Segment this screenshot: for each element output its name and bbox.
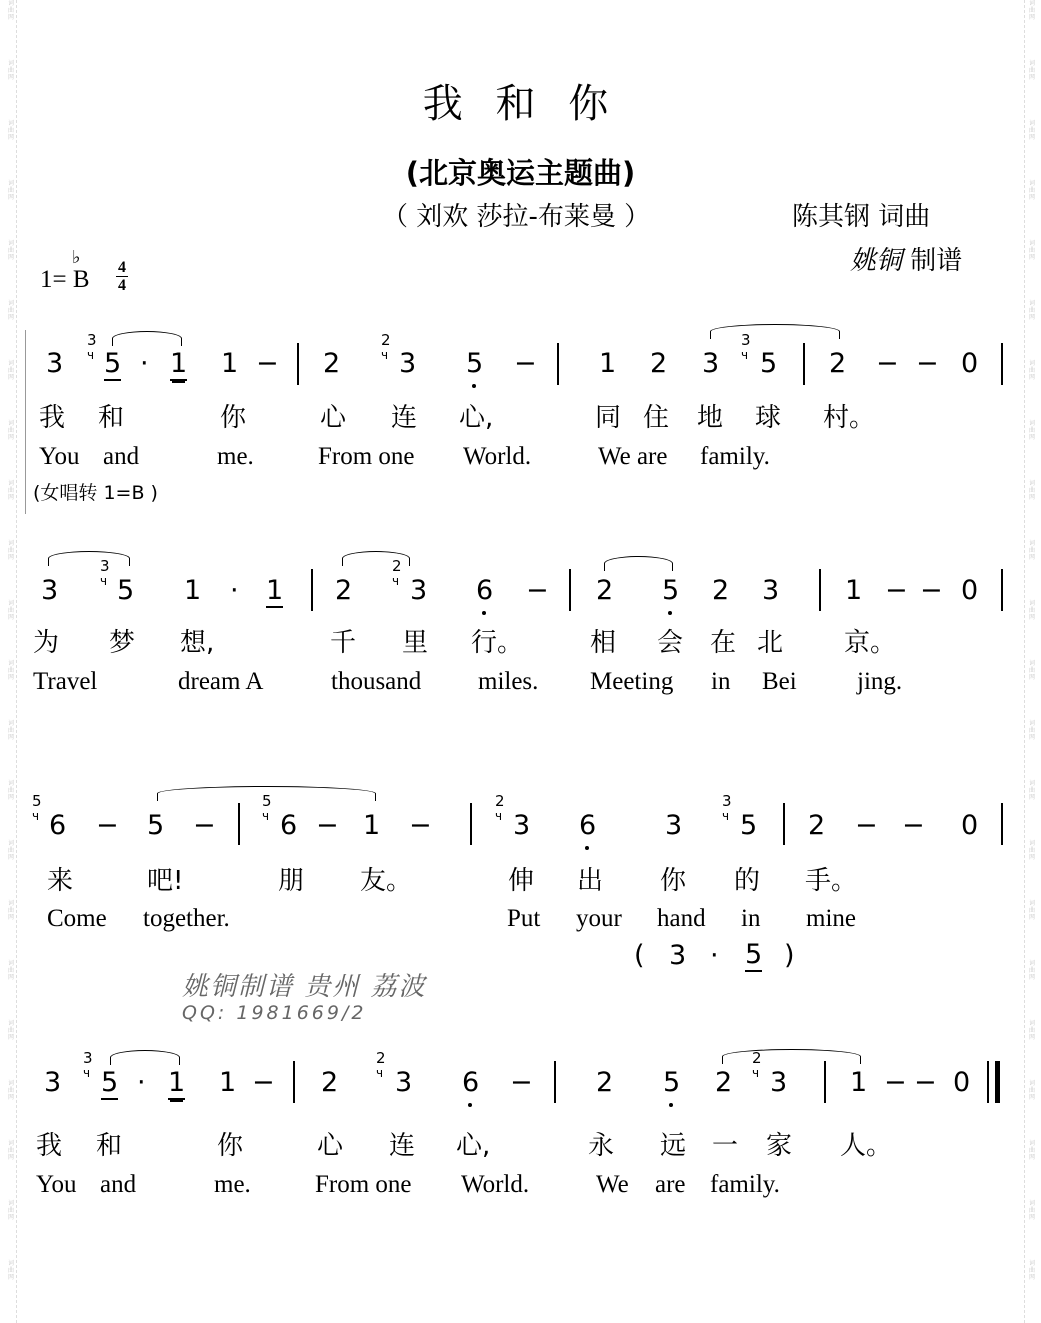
watermark-glyphs: 词 曲 网 xyxy=(7,720,14,741)
watermark-glyphs: 词 曲 网 xyxy=(1028,360,1035,381)
lyric-syllable: 连 xyxy=(389,1131,416,1161)
composer-credit: 陈其钢 词曲 xyxy=(792,202,931,232)
lyric-syllable: dream A xyxy=(178,668,264,695)
lyric-syllable: 出 xyxy=(577,866,604,896)
dash: − xyxy=(920,575,943,606)
lyric-syllable: Travel xyxy=(33,668,98,695)
watermark-glyphs: 词 曲 网 xyxy=(1028,840,1035,861)
dash: − xyxy=(316,810,339,841)
watermark-glyphs: 词 曲 网 xyxy=(7,0,14,21)
note: 3 xyxy=(395,1067,413,1098)
lyric-syllable: family. xyxy=(700,443,770,470)
lyric-syllable: 千 xyxy=(330,628,357,658)
note: 1 xyxy=(221,348,239,379)
grace-note: 3 ч xyxy=(87,331,97,362)
lyric-syllable: 在 xyxy=(710,628,737,658)
lyric-syllable: miles. xyxy=(478,668,539,695)
dash: − xyxy=(96,810,119,841)
dash: − xyxy=(855,810,878,841)
rest: 0 xyxy=(961,348,979,379)
lyric-syllable: 你 xyxy=(217,1131,244,1161)
watermark-glyphs: 词 曲 网 xyxy=(1028,1080,1035,1101)
note: 1 xyxy=(219,1067,237,1098)
watermark-glyphs: 词 曲 网 xyxy=(1028,420,1035,441)
lyric-syllable: 你 xyxy=(660,866,687,896)
lyric-syllable: 村。 xyxy=(823,403,876,433)
song-title: 我 和 你 xyxy=(422,81,619,127)
lyric-syllable: 朋 xyxy=(278,866,305,896)
watermark-glyphs: 词 曲 网 xyxy=(7,420,14,441)
lyric-syllable: 北 xyxy=(757,628,784,658)
note: 2 xyxy=(829,348,847,379)
lyric-syllable: 你 xyxy=(220,403,247,433)
lyric-syllable: 心, xyxy=(456,1131,491,1161)
note: 5 xyxy=(740,810,758,841)
octave-dot-low xyxy=(669,1103,673,1107)
dot: · xyxy=(230,575,239,606)
watermark-glyphs: 词 曲 网 xyxy=(1028,660,1035,681)
lyric-syllable: family. xyxy=(710,1171,780,1198)
note: 1 xyxy=(170,348,188,379)
arranger-credit xyxy=(850,240,962,277)
lyric-syllable: 家 xyxy=(766,1131,793,1161)
ts-denominator: 4 xyxy=(118,277,126,294)
final-barline-thick xyxy=(995,1061,1000,1103)
watermark-glyphs: 词 曲 网 xyxy=(1028,1200,1035,1221)
lyric-syllable: and xyxy=(103,443,140,470)
watermark-glyphs: 词 曲 网 xyxy=(7,780,14,801)
ts-numerator: 4 xyxy=(118,259,126,276)
lyric-syllable: 来 xyxy=(47,866,74,896)
note: 6 xyxy=(462,1067,480,1098)
lyric-syllable: 为 xyxy=(33,628,60,658)
watermark-glyphs: 词 曲 网 xyxy=(7,480,14,501)
lyric-syllable: You xyxy=(39,443,80,470)
performers: （ 刘欢 莎拉-布莱曼 ） xyxy=(382,202,651,232)
lyric-syllable: We are xyxy=(598,443,668,470)
lyric-syllable: 友。 xyxy=(360,866,413,896)
watermark-glyphs: 词 曲 网 xyxy=(7,600,14,621)
lyric-syllable: your xyxy=(576,905,622,932)
lyric-syllable: 的 xyxy=(734,866,761,896)
watermark-glyphs: 词 曲 网 xyxy=(1028,180,1035,201)
watermark-glyphs: 词 曲 网 xyxy=(7,240,14,261)
note: 2 xyxy=(808,810,826,841)
watermark-glyphs: 词 曲 网 xyxy=(1028,900,1035,921)
note: 5 xyxy=(117,575,135,606)
watermark-glyphs: 词 曲 网 xyxy=(7,120,14,141)
lyric-syllable: 住 xyxy=(643,403,670,433)
dash: − xyxy=(193,810,216,841)
lyric-syllable: We xyxy=(596,1171,629,1198)
watermark-glyphs: 词 曲 网 xyxy=(7,840,14,861)
note: 2 xyxy=(650,348,668,379)
grace-note: 2 ч xyxy=(752,1049,762,1080)
lyric-syllable: 伸 xyxy=(508,866,535,896)
note: 1 xyxy=(845,575,863,606)
lyric-syllable: are xyxy=(655,1171,686,1198)
note: 2 xyxy=(596,575,614,606)
barline xyxy=(819,569,821,611)
barline xyxy=(297,343,299,385)
grace-note: 5 ч xyxy=(262,792,272,823)
dash: − xyxy=(916,348,939,379)
lyric-syllable: 想, xyxy=(180,628,215,658)
note: 5 xyxy=(663,1067,681,1098)
barline xyxy=(470,803,472,845)
time-signature xyxy=(116,260,128,293)
slur xyxy=(48,551,130,566)
watermark-glyphs: 词 曲 网 xyxy=(1028,960,1035,981)
lyric-syllable: 远 xyxy=(660,1131,687,1161)
lyric-syllable: From one xyxy=(315,1171,412,1198)
lyric-syllable: 梦 xyxy=(109,628,136,658)
slur xyxy=(112,331,182,346)
lyric-syllable: 里 xyxy=(402,628,429,658)
note: 1 xyxy=(168,1067,186,1098)
lyric-syllable: Meeting xyxy=(590,668,674,695)
note: 5 xyxy=(760,348,778,379)
arranger-name: 姚铜 xyxy=(850,246,903,276)
note: 2 xyxy=(712,575,730,606)
note: 6 xyxy=(280,810,298,841)
note: 1 xyxy=(599,348,617,379)
dash: − xyxy=(256,348,279,379)
lyric-syllable: Put xyxy=(507,905,541,932)
watermark-glyphs: 词 曲 网 xyxy=(7,1080,14,1101)
barline xyxy=(1001,569,1003,611)
slur xyxy=(110,1050,180,1065)
lyric-syllable: 连 xyxy=(391,403,418,433)
dot: · xyxy=(137,1067,146,1098)
watermark-glyphs: 词 曲 网 xyxy=(1028,0,1035,21)
lyric-syllable: in xyxy=(711,668,731,695)
lyric-syllable: 人。 xyxy=(840,1131,893,1161)
note: 1 xyxy=(850,1067,868,1098)
note: 3 xyxy=(702,348,720,379)
lyric-syllable: 永 xyxy=(588,1131,615,1161)
lyric-syllable: mine xyxy=(806,905,856,932)
note: 6 xyxy=(476,575,494,606)
grace-note: 5 ч xyxy=(32,792,42,823)
dash: − xyxy=(914,1067,937,1098)
barline xyxy=(557,343,559,385)
lyric-syllable: together. xyxy=(143,905,230,932)
note: 3 xyxy=(41,575,59,606)
lyric-syllable: · xyxy=(710,940,719,971)
note: 3 xyxy=(665,810,683,841)
octave-dot-low xyxy=(585,846,589,850)
barline xyxy=(569,569,571,611)
modulation-note: (女唱转 1=B ) xyxy=(33,482,158,504)
note: 6 xyxy=(49,810,67,841)
grace-note: 2 ч xyxy=(376,1049,386,1080)
grace-note: 2 ч xyxy=(495,792,505,823)
watermark-glyphs: 词 曲 网 xyxy=(1028,780,1035,801)
note: 2 xyxy=(715,1067,733,1098)
lyric-syllable: in xyxy=(741,905,761,932)
grace-note: 3 ч xyxy=(83,1049,93,1080)
watermark-glyphs: 词 曲 网 xyxy=(1028,120,1035,141)
lyric-syllable: 5 xyxy=(745,939,763,970)
dash: − xyxy=(884,1067,907,1098)
octave-dot-low xyxy=(472,384,476,388)
watermark-glyphs: 词 曲 网 xyxy=(1028,240,1035,261)
barline xyxy=(554,1061,556,1103)
note: 3 xyxy=(44,1067,62,1098)
watermark-glyphs: 词 曲 网 xyxy=(7,360,14,381)
lyric-syllable: 心 xyxy=(320,403,347,433)
watermark-glyphs: 词 曲 网 xyxy=(1028,1260,1035,1281)
watermark-glyphs: 词 曲 网 xyxy=(7,180,14,201)
grace-note: 3 ч xyxy=(100,557,110,588)
note: 1 xyxy=(363,810,381,841)
note: 3 xyxy=(770,1067,788,1098)
note: 5 xyxy=(466,348,484,379)
lyric-syllable: ( xyxy=(634,940,645,971)
rest: 0 xyxy=(961,575,979,606)
dash: − xyxy=(902,810,925,841)
lyric-syllable: 吧! xyxy=(147,866,184,896)
note: 2 xyxy=(323,348,341,379)
staff-bracket xyxy=(25,330,26,514)
lyric-syllable: 一 xyxy=(712,1131,739,1161)
watermark-glyphs: 词 曲 网 xyxy=(7,60,14,81)
lyric-syllable: 和 xyxy=(98,403,125,433)
lyric-syllable: World. xyxy=(461,1171,530,1198)
note: 1 xyxy=(266,575,284,606)
dash: − xyxy=(252,1067,275,1098)
final-barline-thin xyxy=(987,1061,989,1103)
barline xyxy=(824,1061,826,1103)
barline xyxy=(238,803,240,845)
watermark-glyphs: 词 曲 网 xyxy=(1028,480,1035,501)
grace-note: 2 ч xyxy=(381,331,391,362)
lyric-syllable: Come xyxy=(47,905,107,932)
lyric-syllable: 心, xyxy=(459,403,494,433)
lyric-syllable: 我 xyxy=(36,1131,63,1161)
grace-note: 3 ч xyxy=(722,792,732,823)
watermark-glyphs: 词 曲 网 xyxy=(7,300,14,321)
watermark-glyphs: 词 曲 网 xyxy=(1028,720,1035,741)
note: 3 xyxy=(762,575,780,606)
watermark-glyphs: 词 曲 网 xyxy=(1028,1140,1035,1161)
arranger-stamp: 姚铜制谱 贵州 荔波 xyxy=(182,972,427,1002)
lyric-syllable: 相 xyxy=(590,628,617,658)
note: 5 xyxy=(147,810,165,841)
watermark-glyphs: 词 曲 网 xyxy=(7,1260,14,1281)
barline xyxy=(311,569,313,611)
note: 2 xyxy=(321,1067,339,1098)
key-signature: 1= B xyxy=(40,266,90,293)
watermark-glyphs: 词 曲 网 xyxy=(1028,540,1035,561)
grace-note: 3 ч xyxy=(741,331,751,362)
lyric-syllable: 手。 xyxy=(805,866,858,896)
slur xyxy=(710,324,840,339)
dash: − xyxy=(510,1067,533,1098)
note: 3 xyxy=(513,810,531,841)
lyric-syllable: 地 xyxy=(697,403,724,433)
lyric-syllable: 我 xyxy=(39,403,66,433)
barline xyxy=(293,1061,295,1103)
watermark-glyphs: 词 曲 网 xyxy=(7,540,14,561)
lyric-syllable: Bei xyxy=(762,668,797,695)
note: 1 xyxy=(184,575,202,606)
lyric-syllable: World. xyxy=(463,443,532,470)
octave-dot-low xyxy=(468,1103,472,1107)
lyric-syllable: 同 xyxy=(595,403,622,433)
watermark-glyphs: 词 曲 网 xyxy=(7,960,14,981)
octave-dot-low xyxy=(482,611,486,615)
dash: − xyxy=(876,348,899,379)
lyric-syllable: 3 xyxy=(669,940,687,971)
dash: − xyxy=(514,348,537,379)
note: 6 xyxy=(579,810,597,841)
arranger-suffix: 制谱 xyxy=(902,246,963,276)
dash: − xyxy=(526,575,549,606)
barline xyxy=(803,343,805,385)
slur xyxy=(604,556,673,571)
watermark-glyphs: 词 曲 网 xyxy=(7,1200,14,1221)
lyric-syllable: 和 xyxy=(96,1131,123,1161)
lyric-syllable: me. xyxy=(217,443,254,470)
note: 2 xyxy=(335,575,353,606)
lyric-syllable: and xyxy=(100,1171,137,1198)
note: 3 xyxy=(399,348,417,379)
watermark-glyphs: 词 曲 网 xyxy=(1028,600,1035,621)
barline xyxy=(783,803,785,845)
watermark-glyphs: 词 曲 网 xyxy=(1028,60,1035,81)
rest: 0 xyxy=(961,810,979,841)
lyric-syllable: 心 xyxy=(317,1131,344,1161)
slur xyxy=(722,1049,861,1064)
dash: − xyxy=(885,575,908,606)
note: 5 xyxy=(101,1067,119,1098)
song-subtitle: (北京奥运主题曲) xyxy=(405,156,636,190)
watermark-glyphs: 词 曲 网 xyxy=(7,1140,14,1161)
lyric-syllable: You xyxy=(36,1171,77,1198)
watermark-glyphs: 词 曲 网 xyxy=(1028,300,1035,321)
dash: − xyxy=(409,810,432,841)
lyric-syllable: 行。 xyxy=(471,628,524,658)
octave-dot-low xyxy=(668,611,672,615)
note: 5 xyxy=(662,575,680,606)
lyric-syllable: jing. xyxy=(857,668,903,695)
watermark-glyphs: 词 曲 网 xyxy=(7,660,14,681)
note: 3 xyxy=(46,348,64,379)
watermark-glyphs: 词 曲 网 xyxy=(1028,1020,1035,1041)
lyric-syllable: 会 xyxy=(657,628,684,658)
watermark-glyphs: 词 曲 网 xyxy=(7,1020,14,1041)
barline xyxy=(1001,803,1003,845)
lyric-syllable: ) xyxy=(784,940,795,971)
note: 5 xyxy=(104,348,122,379)
rest: 0 xyxy=(953,1067,971,1098)
arranger-stamp-qq: QQ: 1981669/2 xyxy=(182,1002,367,1024)
lyric-syllable: me. xyxy=(214,1171,251,1198)
grace-note: 2 ч xyxy=(392,557,402,588)
lyric-syllable: thousand xyxy=(331,668,422,695)
flat-sign: ♭ xyxy=(72,247,81,268)
barline xyxy=(1001,343,1003,385)
watermark-glyphs: 词 曲 网 xyxy=(7,900,14,921)
note: 3 xyxy=(410,575,428,606)
lyric-syllable: 京。 xyxy=(844,628,897,658)
lyric-syllable: hand xyxy=(657,905,706,932)
lyric-syllable: From one xyxy=(318,443,415,470)
note: 2 xyxy=(596,1067,614,1098)
lyric-syllable: 球 xyxy=(755,403,782,433)
dot: · xyxy=(140,348,149,379)
